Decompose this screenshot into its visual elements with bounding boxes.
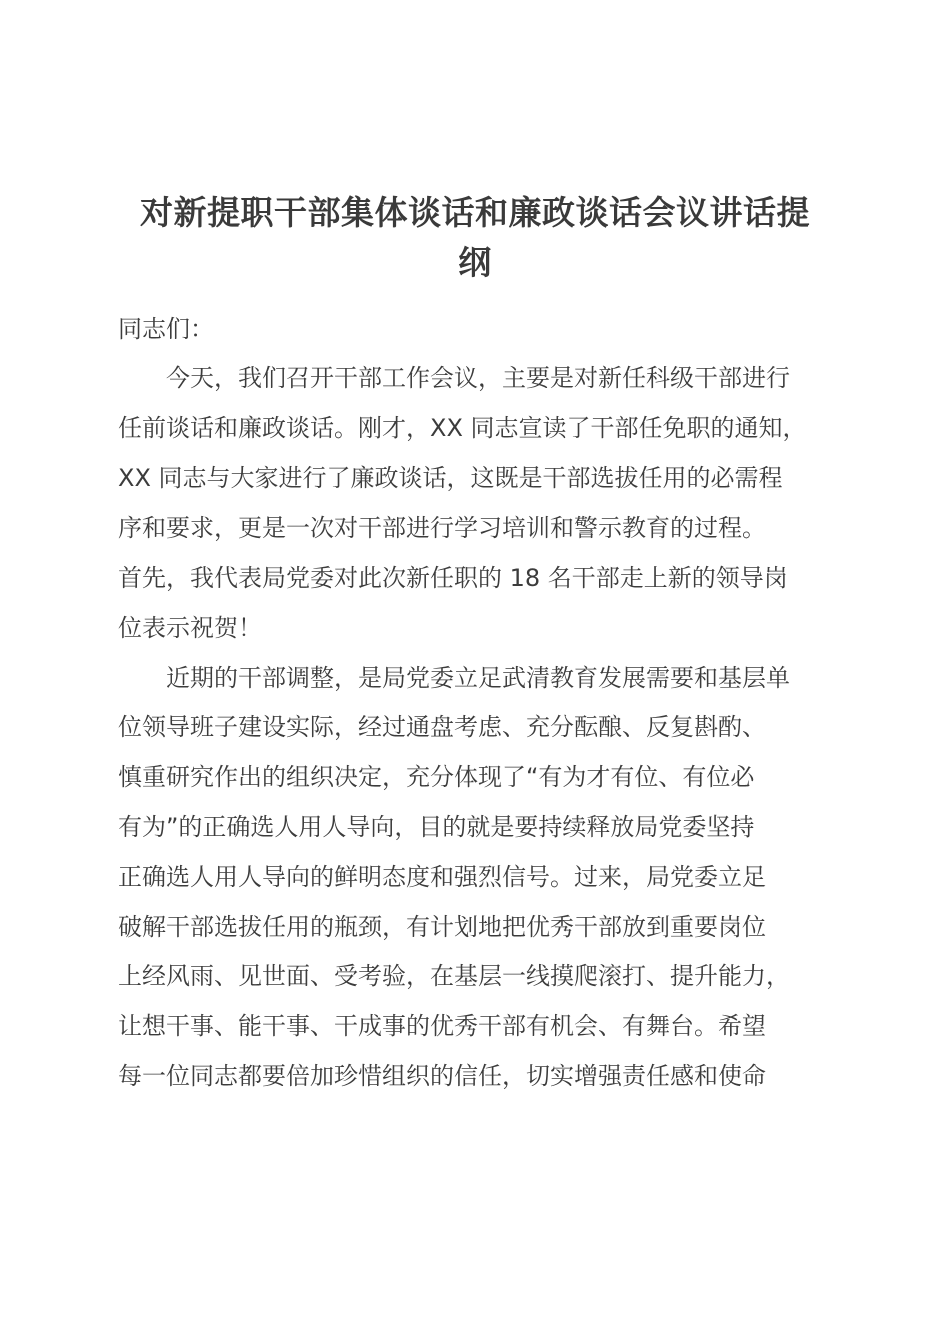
body-line: 每一位同志都要倍加珍惜组织的信任，切实增强责任感和使命 — [118, 1062, 766, 1090]
body-line: 让想干事、能干事、干成事的优秀干部有机会、有舞台。希望 — [118, 1012, 766, 1040]
body-line: 位领导班子建设实际，经过通盘考虑、充分酝酿、反复斟酌、 — [118, 713, 766, 741]
body-line: 近期的干部调整，是局党委立足武清教育发展需要和基层单 — [118, 664, 790, 692]
body-line: 破解干部选拔任用的瓶颈，有计划地把优秀干部放到重要岗位 — [118, 913, 766, 941]
document-title-line-1: 对新提职干部集体谈话和廉政谈话会议讲话提 — [140, 193, 810, 232]
body-line: 慎重研究作出的组织决定，充分体现了“有为才有位、有位必 — [118, 763, 755, 791]
body-line: 任前谈话和廉政谈话。刚才，XX 同志宣读了干部任免职的通知， — [118, 414, 807, 442]
body-line: 位表示祝贺！ — [118, 614, 262, 642]
body-line: 有为”的正确选人用人导向，目的就是要持续释放局党委坚持 — [118, 813, 755, 841]
body-line: XX 同志与大家进行了廉政谈话，这既是干部选拔任用的必需程 — [118, 464, 783, 492]
body-line: 正确选人用人导向的鲜明态度和强烈信号。过来，局党委立足 — [118, 863, 766, 891]
body-line: 序和要求，更是一次对干部进行学习培训和警示教育的过程。 — [118, 514, 766, 542]
body-line: 首先，我代表局党委对此次新任职的 18 名干部走上新的领导岗 — [118, 564, 788, 592]
salutation: 同志们： — [118, 315, 214, 343]
body-line: 上经风雨、见世面、受考验，在基层一线摸爬滚打、提升能力， — [118, 962, 790, 990]
document-title-line-2: 纲 — [458, 243, 492, 282]
body-line: 今天，我们召开干部工作会议，主要是对新任科级干部进行 — [118, 364, 790, 392]
